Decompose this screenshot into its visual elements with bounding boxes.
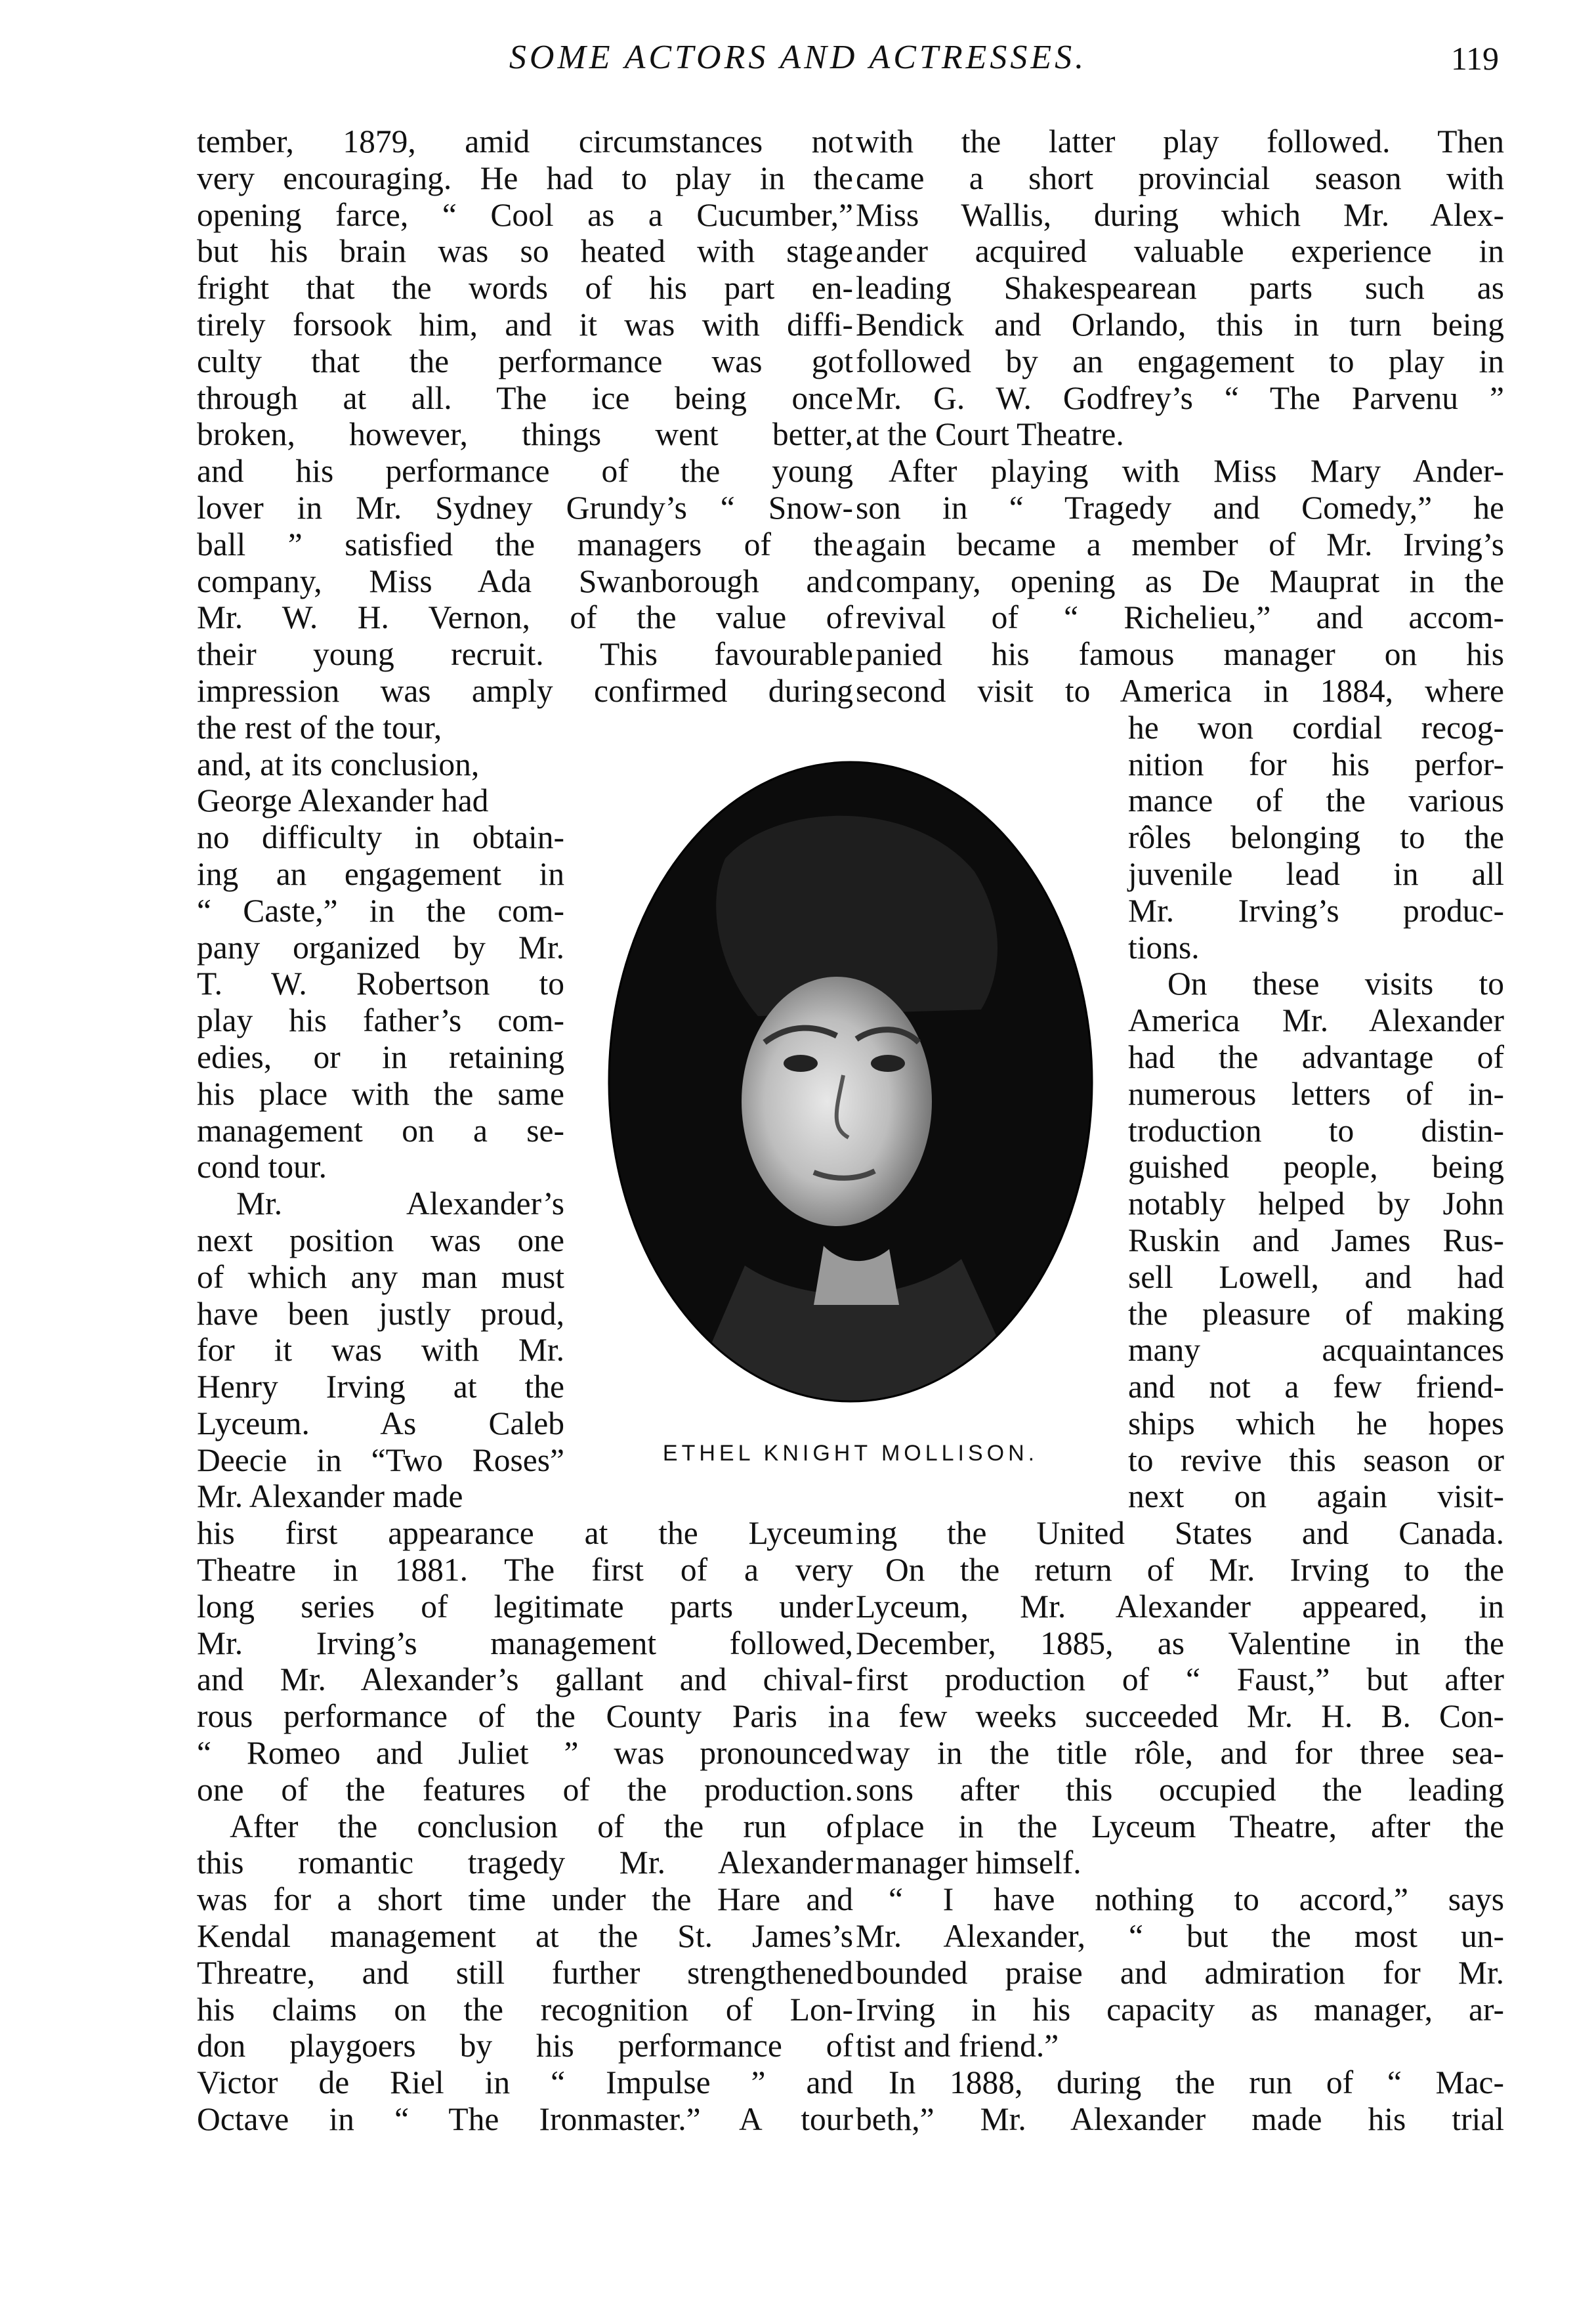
left-column-line: Octave in “ The Ironmaster.” A tour <box>197 2101 853 2138</box>
right-column-line: with the latter play followed. Then <box>856 123 1504 160</box>
left-column-line: Mr. Alexander made <box>197 1478 463 1515</box>
portrait-caption: ETHEL KNIGHT MOLLISON. <box>662 1441 1039 1466</box>
right-column-line: at the Court Theatre. <box>856 416 1124 453</box>
left-column-line: and his performance of the young <box>197 453 853 490</box>
left-column-line: next position was one <box>197 1222 564 1258</box>
left-column-line: company, Miss Ada Swanborough and <box>197 563 853 599</box>
right-column-line: “ I have nothing to accord,” says <box>889 1881 1504 1918</box>
right-column-line: followed by an engagement to play in <box>856 343 1504 379</box>
left-column-line: was for a short time under the Hare and <box>197 1881 853 1918</box>
left-column-line: edies, or in retaining <box>197 1038 564 1075</box>
left-column-line: rous performance of the County Paris in <box>197 1698 853 1735</box>
left-column-line: Threatre, and still further strengthened <box>197 1954 853 1991</box>
page-number: 119 <box>1450 40 1499 77</box>
right-column-line: rôles belonging to the <box>1128 819 1504 856</box>
left-column-line: opening farce, “ Cool as a Cucumber,” <box>197 196 853 233</box>
right-column-line: December, 1885, as Valentine in the <box>856 1625 1504 1661</box>
left-column-line: impression was amply confirmed during <box>197 672 853 709</box>
running-title: SOME ACTORS AND ACTRESSES. <box>509 39 1087 76</box>
right-column-line: numerous letters of in- <box>1128 1075 1504 1112</box>
left-column-line: no difficulty in obtain- <box>197 819 564 856</box>
right-column-line: the pleasure of making <box>1128 1295 1504 1332</box>
left-column-line: his place with the same <box>197 1075 564 1112</box>
left-column-line: Mr. Alexander’s <box>236 1185 564 1222</box>
right-column-line: to revive this season or <box>1128 1441 1504 1478</box>
left-column-line: their young recruit. This favourable <box>197 636 853 673</box>
right-column-line: nition for his perfor- <box>1128 746 1504 782</box>
left-column-line: for it was with Mr. <box>197 1332 564 1369</box>
left-column-line: this romantic tragedy Mr. Alexander <box>197 1844 853 1881</box>
left-column-line: management on a se- <box>197 1112 564 1149</box>
right-column-line: son in “ Tragedy and Comedy,” he <box>856 489 1504 526</box>
right-column-line: America Mr. Alexander <box>1128 1002 1504 1039</box>
left-column-line: his claims on the recognition of Lon- <box>197 1991 853 2028</box>
right-column-line: tist and friend.” <box>856 2028 1059 2064</box>
left-column-line: long series of legitimate parts under <box>197 1588 853 1625</box>
left-column-line: Mr. W. H. Vernon, of the value of <box>197 599 853 636</box>
left-column-line: After the conclusion of the run of <box>230 1808 853 1844</box>
left-column-line: play his father’s com- <box>197 1002 564 1039</box>
left-column-line: have been justly proud, <box>197 1295 564 1332</box>
right-column-line: Lyceum, Mr. Alexander appeared, in <box>856 1588 1504 1625</box>
right-column-line: beth,” Mr. Alexander made his trial <box>856 2101 1504 2138</box>
right-column-line: Irving in his capacity as manager, ar- <box>856 1991 1504 2028</box>
right-column-line: place in the Lyceum Theatre, after the <box>856 1808 1504 1844</box>
left-column-line: fright that the words of his part en- <box>197 270 853 307</box>
portrait-photo <box>607 760 1094 1403</box>
left-column-line: T. W. Robertson to <box>197 966 564 1002</box>
left-column-line: George Alexander had <box>197 782 489 819</box>
right-column-line: company, opening as De Mauprat in the <box>856 563 1504 599</box>
right-column-line: first production of “ Faust,” but after <box>856 1661 1504 1698</box>
left-column-line: tirely forsook him, and it was with diffi- <box>197 306 853 343</box>
left-column-line: of which any man must <box>197 1258 564 1295</box>
right-column-line: troduction to distin- <box>1128 1112 1504 1149</box>
left-column-line: lover in Mr. Sydney Grundy’s “ Snow- <box>197 489 853 526</box>
right-column-line: many acquaintances <box>1128 1332 1504 1369</box>
right-column-line: After playing with Miss Mary Ander- <box>889 453 1504 490</box>
right-column-line: bounded praise and admiration for Mr. <box>856 1954 1504 1991</box>
right-column-line: notably helped by John <box>1128 1185 1504 1222</box>
page-header <box>0 38 1596 84</box>
right-column-line: Ruskin and James Rus- <box>1128 1222 1504 1258</box>
right-column-line: In 1888, during the run of “ Mac- <box>889 2064 1504 2101</box>
left-column-line: and Mr. Alexander’s gallant and chival- <box>197 1661 853 1698</box>
right-column-line: came a short provincial season with <box>856 160 1504 196</box>
left-column-line: very encouraging. He had to play in the <box>197 160 853 196</box>
right-column-line: ander acquired valuable experience in <box>856 233 1504 270</box>
left-column-line: the rest of the tour, <box>197 709 442 746</box>
right-column-line: Mr. Irving’s produc- <box>1128 892 1504 929</box>
right-column-line: had the advantage of <box>1128 1038 1504 1075</box>
right-column-line: mance of the various <box>1128 782 1504 819</box>
right-column-line: he won cordial recog- <box>1128 709 1504 746</box>
left-column-line: broken, however, things went better, <box>197 416 853 453</box>
left-column-line: one of the features of the production. <box>197 1771 853 1808</box>
right-column-line: On these visits to <box>1167 966 1504 1002</box>
right-column-line: guished people, being <box>1128 1149 1504 1185</box>
right-column-line: second visit to America in 1884, where <box>856 672 1504 709</box>
right-column-line: Mr. Alexander, “ but the most un- <box>856 1918 1504 1955</box>
right-column-line: juvenile lead in all <box>1128 855 1504 892</box>
right-column-line: ing the United States and Canada. <box>856 1515 1504 1552</box>
right-column-line: Bendick and Orlando, this in turn being <box>856 306 1504 343</box>
right-column-line: ships which he hopes <box>1128 1405 1504 1441</box>
right-column-line: Miss Wallis, during which Mr. Alex- <box>856 196 1504 233</box>
right-column-line: tions. <box>1128 929 1200 966</box>
left-column-line: cond tour. <box>197 1149 327 1185</box>
left-column-line: “ Caste,” in the com- <box>197 892 564 929</box>
left-column-line: ball ” satisfied the managers of the <box>197 526 853 563</box>
left-column-line: pany organized by Mr. <box>197 929 564 966</box>
left-column-line: Lyceum. As Caleb <box>197 1405 564 1441</box>
left-column-line: don playgoers by his performance of <box>197 2028 853 2064</box>
left-column-line: Mr. Irving’s management followed, <box>197 1625 853 1661</box>
right-column-line: and not a few friend- <box>1128 1369 1504 1405</box>
left-column-line: his first appearance at the Lyceum <box>197 1515 853 1552</box>
left-column-line: and, at its conclusion, <box>197 746 480 782</box>
right-column-line: revival of “ Richelieu,” and accom- <box>856 599 1504 636</box>
left-column-line: “ Romeo and Juliet ” was pronounced <box>197 1735 853 1772</box>
left-column-line: culty that the performance was got <box>197 343 853 379</box>
left-column-line: Deecie in “Two Roses” <box>197 1441 564 1478</box>
left-column-line: Kendal management at the St. James’s <box>197 1918 853 1955</box>
left-column-line: Victor de Riel in “ Impulse ” and <box>197 2064 853 2101</box>
right-column-line: manager himself. <box>856 1844 1082 1881</box>
left-column-line: tember, 1879, amid circumstances not <box>197 123 853 160</box>
left-column-line: ing an engagement in <box>197 855 564 892</box>
left-column-line: through at all. The ice being once <box>197 379 853 416</box>
left-column-line: Henry Irving at the <box>197 1369 564 1405</box>
right-column-line: sell Lowell, and had <box>1128 1258 1504 1295</box>
right-column-line: way in the title rôle, and for three sea- <box>856 1735 1504 1772</box>
left-column-line: but his brain was so heated with stage <box>197 233 853 270</box>
right-column-line: On the return of Mr. Irving to the <box>885 1552 1504 1588</box>
right-column-line: sons after this occupied the leading <box>856 1771 1504 1808</box>
right-column-line: leading Shakespearean parts such as <box>856 270 1504 307</box>
right-column-line: panied his famous manager on his <box>856 636 1504 673</box>
right-column-line: again became a member of Mr. Irving’s <box>856 526 1504 563</box>
right-column-line: a few weeks succeeded Mr. H. B. Con- <box>856 1698 1504 1735</box>
right-column-line: Mr. G. W. Godfrey’s “ The Parvenu ” <box>856 379 1504 416</box>
right-column-line: next on again visit- <box>1128 1478 1504 1515</box>
left-column-line: Theatre in 1881. The first of a very <box>197 1552 853 1588</box>
